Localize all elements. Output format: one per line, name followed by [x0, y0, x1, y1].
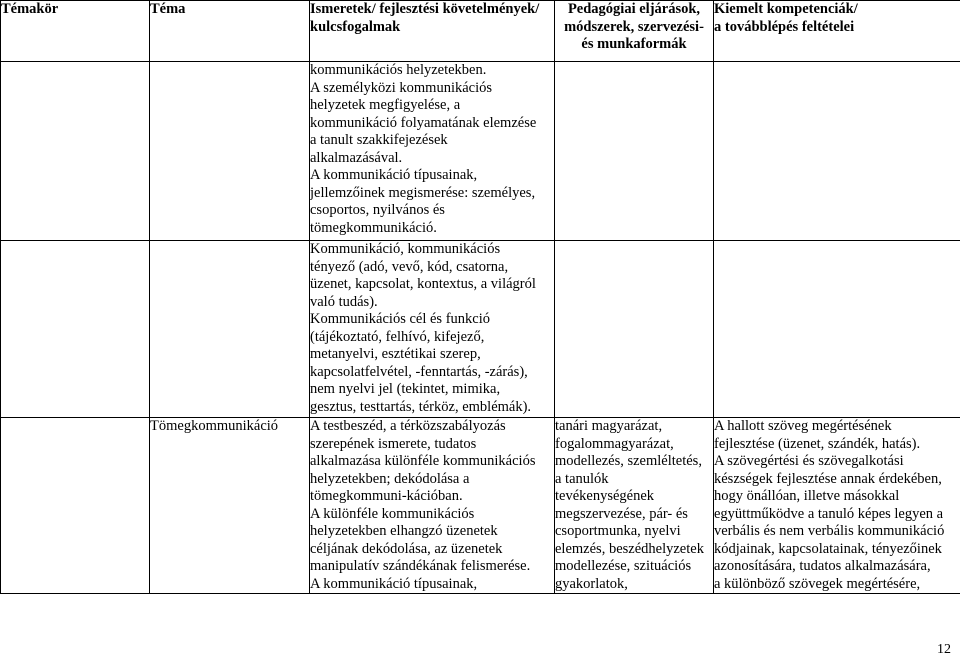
row3-temakor — [1, 418, 150, 594]
row1-pedagogiai — [555, 62, 714, 241]
row2-kiemelt — [714, 241, 960, 418]
table-row — [1, 62, 960, 241]
header-tema: Téma — [150, 1, 310, 62]
row3-ismeretek: A testbeszéd, a térközszabályozás szerepének ismerete, tudatos alkalmazása különféle kommunikációs helyzetekben; dekódolása a tömegkommuni-kációban. A különféle kommunikációs helyzetekben elhangzó üzenetek céljának dekódolása, az üzenetek manipulatív szándékának felismerése. A kommunikáció típusainak, — [310, 418, 555, 594]
row1-tema — [150, 62, 310, 241]
header-pedagogiai: Pedagógiai eljárások, módszerek, szervezési- és munkaformák — [555, 1, 714, 62]
row1-temakor — [1, 62, 150, 241]
table-row — [1, 241, 960, 418]
row1-ismeretek: kommunikációs helyzetekben. A személyközi kommunikációs helyzetek megfigyelése, a kommunikáció folyamatának elemzése a tanult szakkifejezések alkalmazásával. A kommunikáció típusainak, jellemzőinek megismerése: személyes, csoportos, nyilvános és tömegkommunikáció. — [310, 62, 555, 241]
row2-ismeretek: Kommunikáció, kommunikációs tényező (adó, vevő, kód, csatorna, üzenet, kapcsolat, kontextus, a világról való tudás). Kommunikációs cél és funkció (tájékoztató, felhívó, kifejező, metanyelvi, esztétikai szerep, kapcsolatfelvétel, -fenntartás, -zárás), nem nyelvi jel (tekintet, mimika, gesztus, testtartás, térköz, emblémák). — [310, 241, 555, 418]
header-ismeretek: Ismeretek/ fejlesztési követelmények/ kulcsfogalmak — [310, 1, 555, 62]
page-number: 12 — [937, 642, 951, 657]
table-row — [1, 418, 960, 594]
row2-pedagogiai — [555, 241, 714, 418]
row2-tema — [150, 241, 310, 418]
header-kiemelt: Kiemelt kompetenciák/ a továbblépés feltételei — [714, 1, 960, 62]
row2-temakor — [1, 241, 150, 418]
row3-pedagogiai: tanári magyarázat, fogalommagyarázat, modellezés, szemléltetés, a tanulók tevékenységének megszervezése, pár- és csoportmunka, nyelvi elemzés, beszédhelyzetek modellezése, szituációs gyakorlatok, — [555, 418, 714, 594]
header-row — [1, 1, 960, 62]
row1-kiemelt — [714, 62, 960, 241]
row3-tema: Tömegkommunikáció — [150, 418, 310, 594]
header-temakor: Témakör — [1, 1, 150, 62]
row3-kiemelt: A hallott szöveg megértésének fejlesztése (üzenet, szándék, hatás). A szövegértési és szövegalkotási készségek fejlesztése annak érdekében, hogy önállóan, illetve másokkal együttműködve a tanuló képes legyen a verbális és nem verbális kommunikáció kódjainak, kapcsolatainak, tényezőinek azonosítására, tudatos alkalmazására, a különböző szövegek megértésére, — [714, 418, 960, 594]
